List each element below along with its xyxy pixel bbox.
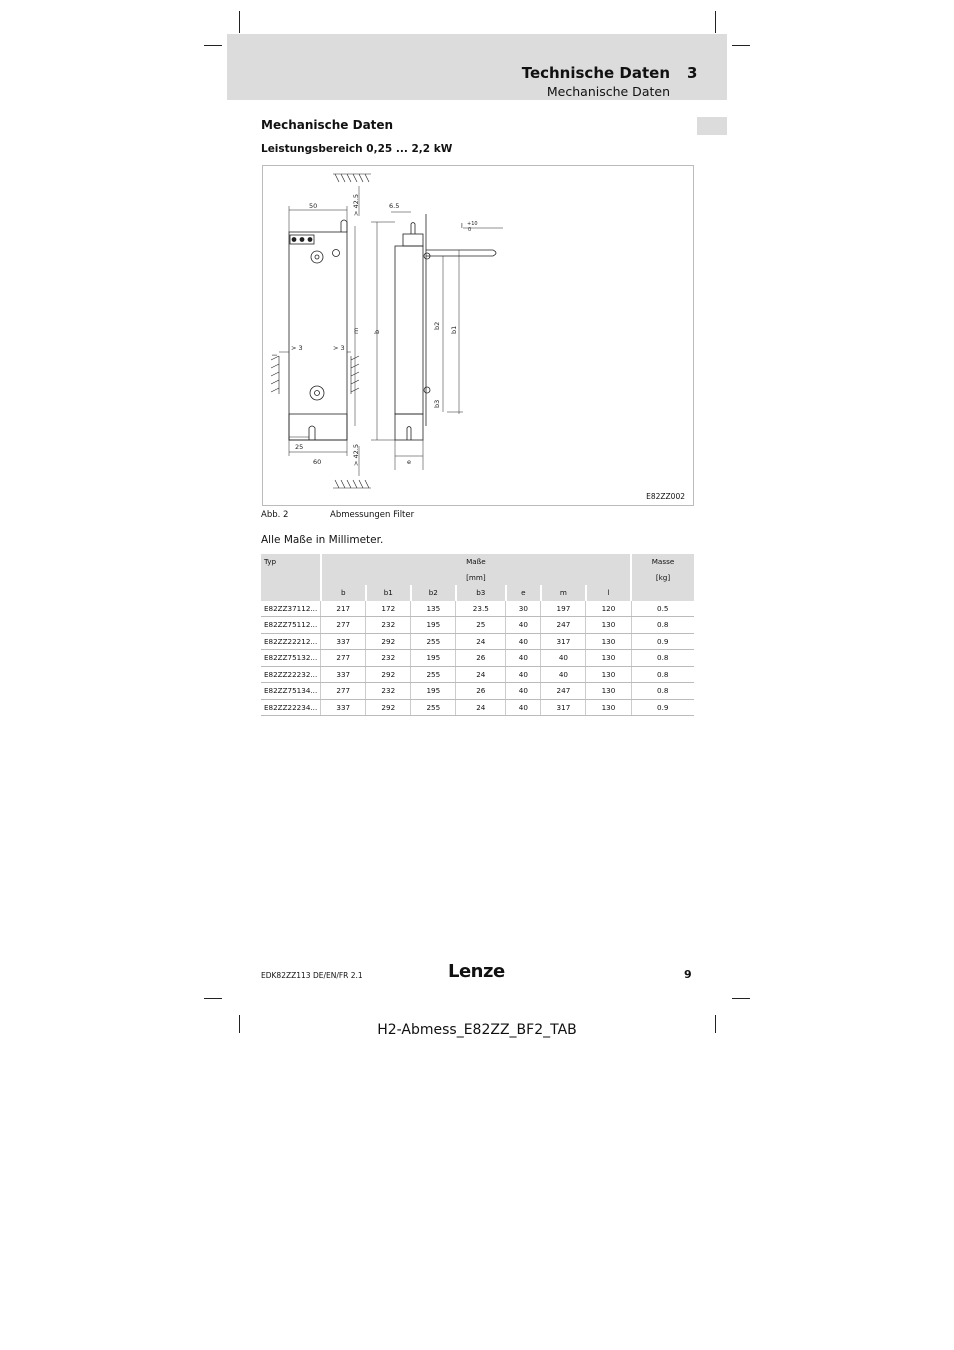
cell-b3: 23.5	[456, 601, 506, 617]
file-label: H2-Abmess_E82ZZ_BF2_TAB	[377, 1022, 577, 1038]
cell-b2: 195	[411, 683, 456, 700]
table-body	[261, 601, 694, 716]
header-col-e: e	[506, 585, 541, 601]
table-row	[261, 633, 694, 650]
cell-l: 130	[586, 650, 631, 667]
cell-b2: 195	[411, 617, 456, 634]
cell-e: 40	[506, 617, 541, 634]
chapter-title: Technische Daten	[521, 64, 670, 82]
cell-e: 40	[506, 650, 541, 667]
cell-b: 277	[321, 617, 366, 634]
header-col-mass-empty	[631, 585, 694, 601]
header-col-b3: b3	[456, 585, 506, 601]
cell-m: 317	[541, 633, 586, 650]
cell-l: 130	[586, 617, 631, 634]
header-col-m: m	[541, 585, 586, 601]
dim-label-l: l	[271, 354, 279, 356]
cell-l: 130	[586, 699, 631, 716]
cell-l: 130	[586, 683, 631, 700]
cell-mass: 0.9	[631, 699, 694, 716]
table-row	[261, 666, 694, 683]
dimension-drawing	[262, 165, 694, 506]
subsection-title: Leistungsbereich 0,25 ... 2,2 kW	[261, 143, 453, 155]
dim-label-tol-zero: 0	[468, 227, 472, 233]
header-col-b: b	[321, 585, 366, 601]
header-col-b2: b2	[411, 585, 456, 601]
cell-l: 130	[586, 666, 631, 683]
table-row	[261, 650, 694, 667]
cell-b1: 232	[366, 650, 411, 667]
page-number: 9	[684, 968, 692, 981]
cell-m: 247	[541, 617, 586, 634]
dim-label-e: e	[407, 458, 411, 466]
cell-b: 217	[321, 601, 366, 617]
cell-typ: E82ZZ22232...	[261, 666, 321, 683]
cell-typ: E82ZZ75134...	[261, 683, 321, 700]
cell-m: 40	[541, 666, 586, 683]
cell-b3: 25	[456, 617, 506, 634]
dim-label-25: 25	[295, 443, 304, 451]
filter-dimension-svg	[263, 166, 695, 507]
cell-typ: E82ZZ22234...	[261, 699, 321, 716]
cell-b2: 195	[411, 650, 456, 667]
cell-m: 247	[541, 683, 586, 700]
crop-mark	[732, 998, 750, 999]
mount-hole-bottom	[310, 386, 324, 400]
dim-label-tol-plus: +10	[467, 221, 478, 227]
header-mm-unit: [mm]	[321, 570, 631, 586]
header-typ: Typ	[261, 554, 321, 601]
cell-e: 30	[506, 601, 541, 617]
dim-label-50: 50	[309, 202, 318, 210]
table-row	[261, 617, 694, 634]
cell-mass: 0.8	[631, 666, 694, 683]
brand-logo: Lenze	[448, 961, 505, 982]
cell-l: 120	[586, 601, 631, 617]
table-row	[261, 601, 694, 617]
cell-typ: E82ZZ75132...	[261, 650, 321, 667]
dim-label-b: b	[373, 329, 381, 334]
header-kg-unit: [kg]	[631, 570, 694, 586]
dim-label-425-bottom: > 42.5	[352, 444, 360, 466]
dim-label-b3: b3	[433, 399, 441, 408]
figure-code: E82ZZ002	[646, 492, 685, 501]
cell-mass: 0.5	[631, 601, 694, 617]
cell-typ: E82ZZ37112...	[261, 601, 321, 617]
cell-e: 40	[506, 666, 541, 683]
cell-b2: 255	[411, 633, 456, 650]
mount-hole-top	[311, 251, 323, 263]
dim-label-65: 6.5	[389, 202, 400, 210]
units-note: Alle Maße in Millimeter.	[261, 534, 384, 546]
cell-b3: 26	[456, 683, 506, 700]
cell-b1: 172	[366, 601, 411, 617]
cell-b: 337	[321, 666, 366, 683]
cell-b2: 255	[411, 666, 456, 683]
header-masse-group: Maße	[321, 554, 631, 570]
dim-label-b2: b2	[433, 321, 441, 330]
chapter-number: 3	[687, 64, 698, 82]
chapter-subtitle: Mechanische Daten	[546, 84, 670, 99]
figure-caption-text: Abmessungen Filter	[330, 510, 415, 520]
crop-mark	[204, 45, 222, 46]
cell-b3: 24	[456, 666, 506, 683]
cell-b1: 232	[366, 683, 411, 700]
cell-b: 277	[321, 650, 366, 667]
dim-label-425-top: > 42.5	[352, 194, 360, 216]
hatch-top	[333, 174, 371, 182]
dim-label-60: 60	[313, 458, 322, 466]
cell-b3: 24	[456, 633, 506, 650]
cell-mass: 0.8	[631, 650, 694, 667]
cell-b2: 255	[411, 699, 456, 716]
cell-b: 277	[321, 683, 366, 700]
table-row	[261, 699, 694, 716]
crop-mark	[239, 11, 240, 33]
cell-b: 337	[321, 633, 366, 650]
dim-label-l-tol: l	[461, 222, 463, 230]
cell-e: 40	[506, 633, 541, 650]
table-header	[261, 554, 694, 601]
dim-label-gt3-right: > 3	[333, 344, 345, 352]
header-col-l: l	[586, 585, 631, 601]
cell-b1: 292	[366, 633, 411, 650]
cell-e: 40	[506, 699, 541, 716]
section-title: Mechanische Daten	[261, 118, 394, 132]
cell-b: 337	[321, 699, 366, 716]
header-mass: Masse	[631, 554, 694, 570]
cell-b1: 232	[366, 617, 411, 634]
cell-b3: 24	[456, 699, 506, 716]
cell-mass: 0.8	[631, 617, 694, 634]
cell-mass: 0.9	[631, 633, 694, 650]
table-row	[261, 683, 694, 700]
cell-b3: 26	[456, 650, 506, 667]
cell-e: 40	[506, 683, 541, 700]
cell-m: 197	[541, 601, 586, 617]
dim-label-m: m	[352, 327, 360, 334]
figure-caption-label: Abb. 2	[261, 510, 289, 520]
cell-b2: 135	[411, 601, 456, 617]
hatch-bottom	[333, 480, 371, 488]
cell-m: 317	[541, 699, 586, 716]
crop-mark	[732, 45, 750, 46]
cell-b1: 292	[366, 699, 411, 716]
filter-side-body	[395, 246, 423, 414]
cell-m: 40	[541, 650, 586, 667]
dim-label-b1: b1	[450, 325, 458, 334]
cell-mass: 0.8	[631, 683, 694, 700]
crop-mark	[204, 998, 222, 999]
crop-mark	[715, 11, 716, 33]
cell-l: 130	[586, 633, 631, 650]
chapter-tab-marker	[697, 117, 727, 135]
cell-typ: E82ZZ75112...	[261, 617, 321, 634]
cell-b1: 292	[366, 666, 411, 683]
hatch-left-wall	[271, 356, 279, 394]
dim-label-gt3-left: > 3	[291, 344, 303, 352]
footer-doc-id: EDK82ZZ113 DE/EN/FR 2.1	[261, 971, 363, 980]
header-col-b1: b1	[366, 585, 411, 601]
dimension-table	[261, 554, 694, 716]
cell-typ: E82ZZ22212...	[261, 633, 321, 650]
